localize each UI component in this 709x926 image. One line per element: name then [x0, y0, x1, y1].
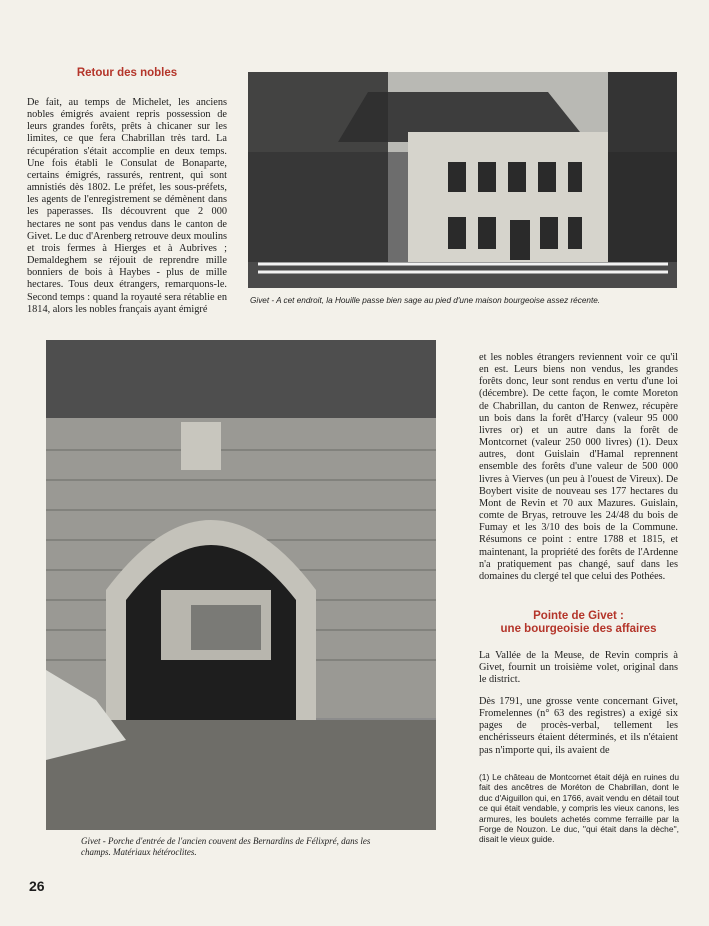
section-heading-pointe-de-givet: [479, 610, 678, 636]
section-heading-retour-des-nobles: Retour des nobles: [76, 67, 178, 79]
footnote-montcornet: (1) Le château de Montcornet était déjà en ruines du fait des ancêtres de Moréton de Chabrillan, dont le duc d'Aiguillon qui, en 1766, avait vendu en détail tout ce qui était vendable, y compris les vieux canons, les armures, les boulets achetés comme ferraille par la Forge de Nouzon. Le duc, ''qui était dans la dèche'', disait le vieux guide.: [479, 772, 679, 845]
photo-house-givet: [248, 72, 677, 288]
photo-porch-archway: [46, 340, 436, 830]
paragraph-des-1791: Dès 1791, une grosse vente concernant Givet, Fromelennes (n° 63 des registres) a exigé six pages de procès-verbal, tellement les enchérisseurs étaient déterminés, et ils n'étaient pas n'importe qui, ils avaient de: [479, 696, 678, 756]
paragraph-vallee-de-la-meuse: La Vallée de la Meuse, de Revin compris à Givet, fournit un troisième volet, original dans le district.: [479, 650, 678, 686]
caption-photo-porch: Givet - Porche d'entrée de l'ancien couvent des Bernardins de Félixpré, dans les champs. Matériaux hétéroclites.: [81, 836, 371, 857]
heading-line-2: une bourgeoisie des affaires: [500, 623, 657, 635]
section-paragraph-retour-des-nobles: De fait, au temps de Michelet, les anciens nobles émigrés avaient repris possession de leurs grandes forêts, prêts à chicaner sur les limites, ce que fera Chabrillan très tard. La récupération s'était accomplie en deux temps. Une fois établi le Consulat de Bonaparte, certains émigrés, rassurés, rentrent, qui sont amnistiés dès 1802. Le préfet, les sous-préfets, les agents de l'enregistrement se démènent dans les paperasses. Ils découvrent que 2 000 hectares ne sont pas vendus dans le canton de Givet. Le duc d'Arenberg retrouve deux moulins et trois fermes à Hierges et à Aubrives ; Demaldeghem se réjouit de reprendre mille bonniers de bois à Haybes - plus de mille hectares. Tous deux étrangers, remarquons-le. Second temps : quand la royauté sera rétablie en 1814, alors les nobles français ayant émigré: [27, 97, 227, 315]
caption-photo-house: Givet - A cet endroit, la Houille passe bien sage au pied d'une maison bourgeoise assez récente.: [250, 296, 601, 305]
heading-line-1: Pointe de Givet :: [533, 610, 624, 622]
page-number: 26: [29, 878, 45, 894]
continuation-paragraph: et les nobles étrangers reviennent voir ce qu'il en est. Leurs biens non vendus, les grandes forêts donc, leur sont rendus en vertu d'une loi (décembre). De cette façon, le comte Moreton de Chabrillan, du canton de Renwez, récupère un bois dans la forêt d'Harcy (valeur 95 000 livres or) et un autre dans la forêt de Montcornet (valeur 250 000 livres) (1). Deux autres, dont Guislain d'Hamal reprennent ensemble des forêts d'une valeur de 500 000 livres à Vierves (un peu à l'ouest de Vireux). De Boybert visite de nouveau ses 177 hectares du Mont de Revin et 70 aux Mazures. Guislain, comte de Bryas, retrouve les 24/48 du bois de Fumay et les 3/10 des bois de la Commune. Résumons ce point : entre 1788 et 1815, et maintenant, la propriété des forêts de l'Ardenne n'a pratiquement pas changé, sauf dans les domaines du clergé tel que celui des Pothées.: [479, 352, 678, 582]
